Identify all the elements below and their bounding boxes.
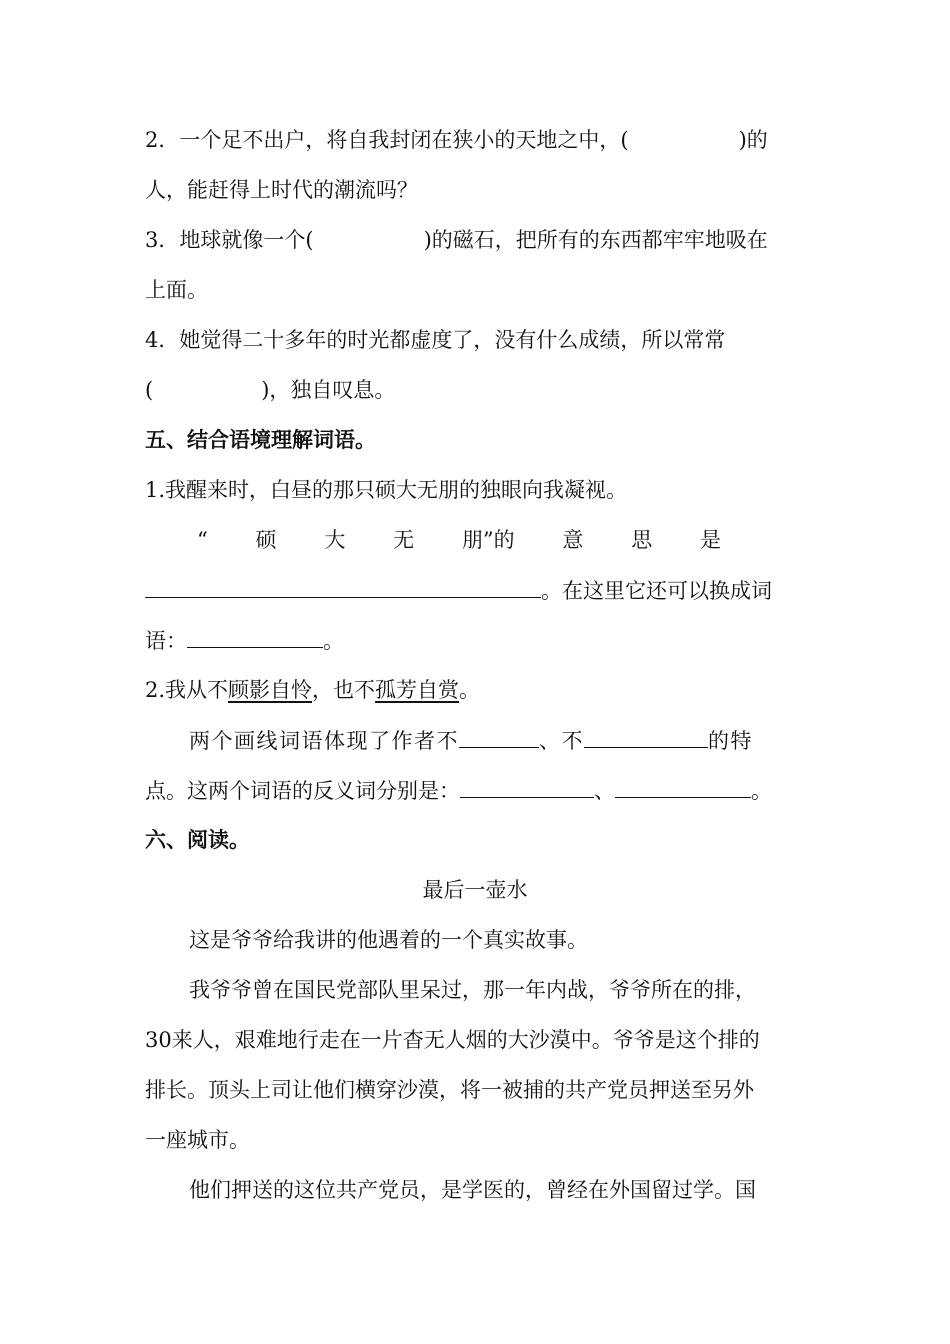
question-4-line-1: 4．她觉得二十多年的时光都虚度了，没有什么成绩，所以常常 [145,328,726,352]
prompt-text: 点。这两个词语的反义词分别是： [145,779,460,803]
section-5-item-2-sentence [145,675,807,705]
section-5-item-1-line-3 [145,575,807,606]
prompt-char: 大 [324,528,346,552]
question-2-line-1 [145,125,807,155]
section-5-item-1-text: 。在这里它还可以换成词 [541,579,772,603]
section-6-heading: 六、阅读。 [145,827,250,852]
question-4-text-a: ( [145,378,154,402]
question-3-text-b: )的磁石，把所有的东西都牢牢地吸在 [423,228,768,252]
passage-paragraph-3-line-1: 他们押送的这位共产党员，是学医的，曾经在外国留过学。国 [189,1178,756,1202]
synonym-label: 语： [145,629,187,653]
prompt-text: 、不 [539,729,584,753]
question-3-line-1 [145,225,807,255]
trait-blank-2[interactable] [584,725,708,748]
trait-blank-1[interactable] [459,725,539,748]
prompt-char: 思 [631,528,653,552]
question-2-line-2: 人，能赶得上时代的潮流吗？ [145,178,418,202]
question-3-text-a: 3．地球就像一个( [145,228,314,252]
prompt-text: 、 [594,779,615,803]
section-5-item-1-line-4 [145,625,807,656]
question-4-line-2 [145,375,807,405]
passage-paragraph-2-line-3: 排长。顶头上司让他们横穿沙漠，将一被捕的共产党员押送至另外 [145,1078,754,1102]
antonym-blank-1[interactable] [460,775,594,798]
prompt-char: 是 [699,528,721,552]
sentence-text: 。 [459,678,481,702]
passage-paragraph-1: 这是爷爷给我讲的他遇着的一个真实故事。 [189,928,588,952]
section-5-heading: 五、结合语境理解词语。 [145,427,376,452]
section-5-item-1-prompt [197,525,721,555]
section-5-item-2-line-2 [189,725,807,756]
question-4-text-b: )，独自叹息。 [261,378,396,402]
prompt-text: 的特 [708,729,753,753]
prompt-char: 无 [393,528,415,552]
underlined-word-1: 顾影自怜 [228,678,313,702]
question-2-text-a: 2．一个足不出户，将自我封闭在狭小的天地之中，( [145,128,629,152]
passage-paragraph-2-line-2: 30来人，艰难地行走在一片杳无人烟的大沙漠中。爷爷是这个排的 [145,1028,760,1052]
prompt-char: “ [197,528,208,552]
prompt-text: 。 [751,779,772,803]
prompt-char: 硕 [255,528,277,552]
prompt-char: 朋”的 [461,528,515,552]
prompt-text: 两个画线词语体现了作者不 [189,729,459,753]
passage-title: 最后一壶水 [422,878,528,902]
question-3-line-2: 上面。 [145,278,208,302]
synonym-blank[interactable] [187,625,323,648]
question-2-text-b: )的 [738,128,768,152]
sentence-text: 2.我从不 [145,678,229,702]
period: 。 [323,629,344,653]
passage-paragraph-2-line-1: 我爷爷曾在国民党部队里呆过，那一年内战，爷爷所在的排， [189,978,756,1002]
underlined-word-2: 孤芳自赏 [375,678,460,702]
passage-paragraph-2-line-4: 一座城市。 [145,1128,250,1152]
antonym-blank-2[interactable] [615,775,751,798]
section-5-item-1-sentence: 1.我醒来时，白昼的那只硕大无朋的独眼向我凝视。 [145,478,628,502]
meaning-blank[interactable] [145,575,541,598]
sentence-text: ，也不 [312,678,376,702]
section-5-item-2-line-3 [145,775,807,806]
prompt-char: 意 [562,528,584,552]
